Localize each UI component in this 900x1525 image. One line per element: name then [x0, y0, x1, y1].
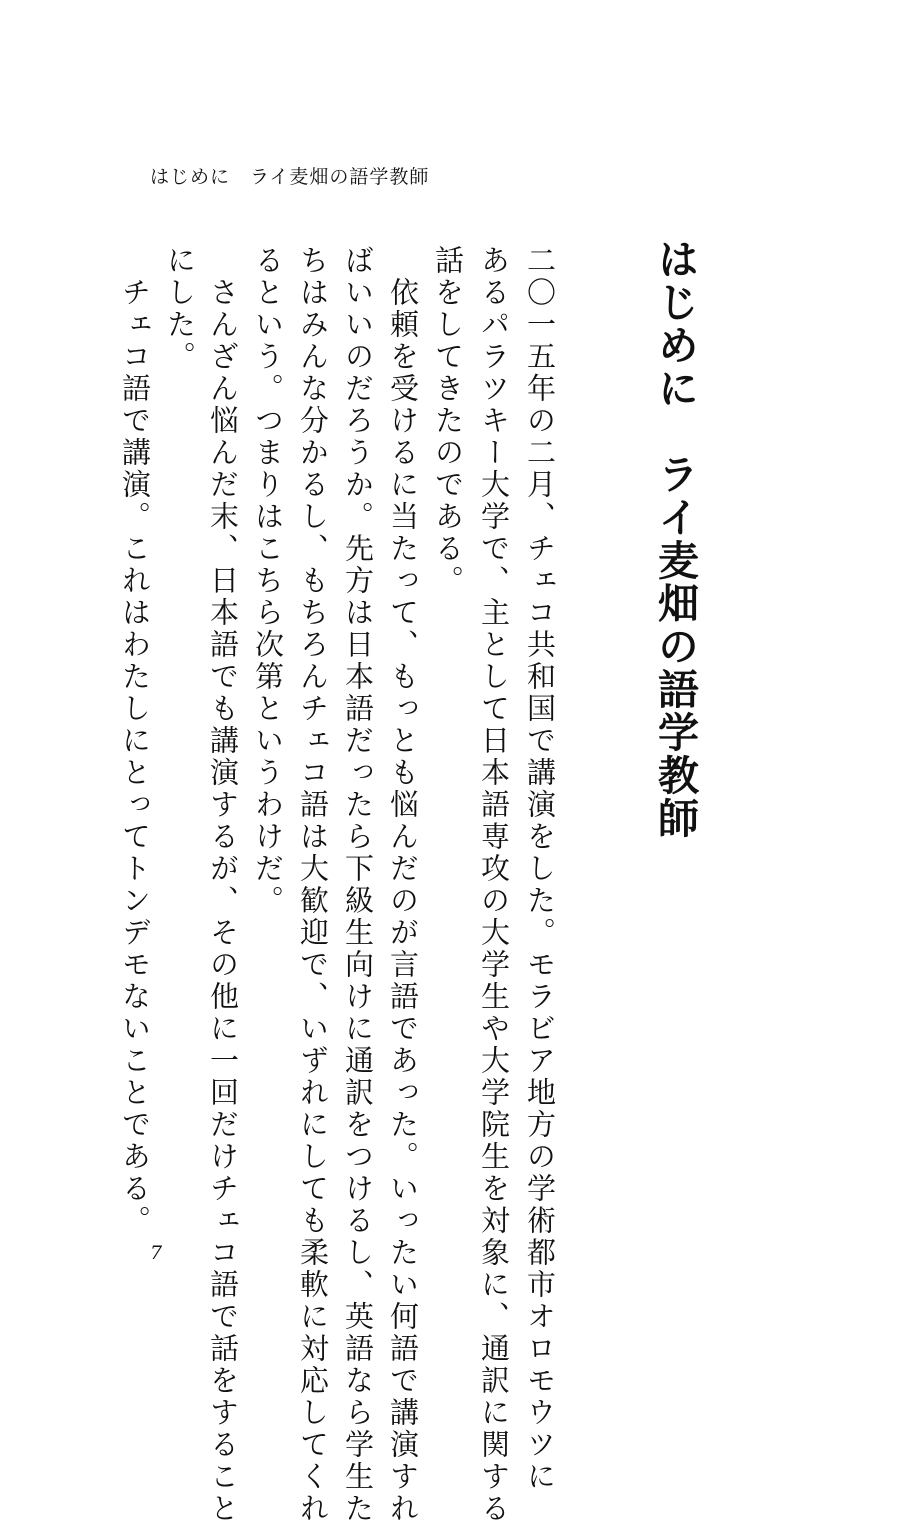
- body-column-10: チェコ語で講演。これはわたしにとってトンデモないことである。: [118, 245, 152, 1237]
- body-column-1: 二〇一五年の二月、チェコ共和国で講演をした。モラビア地方の学術都市オロモウツに: [523, 245, 557, 1493]
- body-column-3: 話をしてきたのである。: [431, 245, 465, 597]
- body-column-4: 依頼を受けるに当たって、もっとも悩んだのが言語であった。いったい何語で講演すれ: [386, 245, 420, 1525]
- body-column-5: ばいいのだろうか。先方は日本語だったら下級生向けに通訳をつけるし、英語なら学生た: [341, 245, 375, 1525]
- body-column-7: るという。つまりはこちら次第というわけだ。: [251, 245, 285, 917]
- running-header: はじめに ライ麦畑の語学教師: [150, 166, 430, 188]
- chapter-title: はじめに ライ麦畑の語学教師: [651, 238, 699, 840]
- body-column-9: にした。: [163, 245, 197, 373]
- page-number: 7: [150, 1242, 163, 1264]
- body-column-6: ちはみんな分かるし、もちろんチェコ語は大歓迎で、いずれにしても柔軟に対応してくれ: [296, 245, 330, 1525]
- body-column-2: あるパラツキー大学で、主として日本語専攻の大学生や大学院生を対象に、通訳に関する: [477, 245, 511, 1525]
- body-column-8: さんざん悩んだ末、日本語でも講演するが、その他に一回だけチェコ語で話をすること: [206, 245, 240, 1525]
